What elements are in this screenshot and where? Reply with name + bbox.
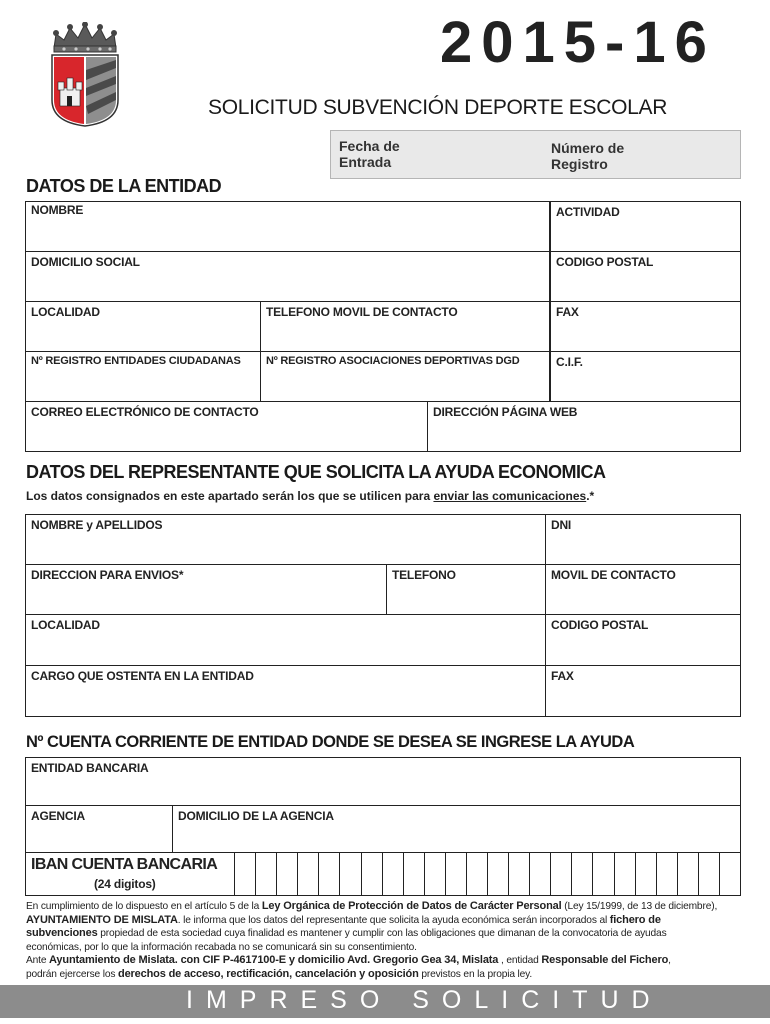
iban-digit-box[interactable]	[361, 853, 382, 895]
website-input[interactable]	[432, 427, 736, 447]
mailing-address-input[interactable]	[30, 590, 382, 610]
mobile-input[interactable]	[550, 590, 736, 610]
registered-address-field[interactable]	[26, 252, 551, 302]
sports-associations-registry-input[interactable]	[265, 377, 545, 397]
entity-form-grid	[25, 201, 741, 452]
cif-input[interactable]	[555, 377, 736, 397]
field-label: AGENCIA	[31, 809, 85, 823]
rep-locality-input[interactable]	[30, 641, 541, 661]
dni-input[interactable]	[550, 540, 736, 560]
iban-digit-box[interactable]	[403, 853, 424, 895]
iban-note: (24 digitos)	[94, 877, 156, 891]
bank-entity-field[interactable]	[26, 758, 740, 806]
municipal-crest-logo	[48, 22, 122, 128]
iban-digit-box[interactable]	[276, 853, 297, 895]
branch-field[interactable]	[26, 806, 173, 853]
iban-digit-box[interactable]	[339, 853, 360, 895]
iban-digit-box[interactable]	[297, 853, 318, 895]
iban-row	[26, 853, 740, 895]
iban-digit-box[interactable]	[719, 853, 740, 895]
field-label: Nº REGISTRO ENTIDADES CIUDADANAS	[31, 355, 241, 367]
iban-digit-box[interactable]	[592, 853, 613, 895]
citizen-entities-registry-input[interactable]	[30, 377, 256, 397]
citizen-entities-registry-field[interactable]	[26, 352, 261, 402]
iban-digit-box[interactable]	[550, 853, 571, 895]
crown-icon	[53, 22, 117, 52]
postal-code-field[interactable]	[551, 252, 740, 302]
rep-locality-field[interactable]	[26, 615, 546, 666]
postal-code-input[interactable]	[555, 277, 736, 297]
field-label: CODIGO POSTAL	[551, 618, 649, 632]
contact-email-input[interactable]	[30, 427, 423, 447]
entity-name-input[interactable]	[30, 227, 545, 247]
iban-digit-box[interactable]	[529, 853, 550, 895]
activity-input[interactable]	[555, 227, 736, 247]
iban-digit-box[interactable]	[487, 853, 508, 895]
document-title: SOLICITUD SUBVENCIÓN DEPORTE ESCOLAR	[208, 96, 668, 119]
field-label: FAX	[551, 669, 574, 683]
phone-input[interactable]	[391, 590, 541, 610]
mailing-address-field[interactable]	[26, 565, 387, 615]
rep-fax-field[interactable]	[546, 666, 740, 716]
field-label: CODIGO POSTAL	[556, 255, 654, 269]
iban-digit-box[interactable]	[656, 853, 677, 895]
locality-field[interactable]	[26, 302, 261, 352]
locality-input[interactable]	[30, 327, 256, 347]
bank-form-grid	[25, 757, 741, 896]
field-label: C.I.F.	[556, 355, 583, 369]
registered-address-input[interactable]	[30, 277, 545, 297]
activity-field[interactable]	[551, 202, 740, 252]
full-name-field[interactable]	[26, 515, 546, 565]
rep-postal-code-input[interactable]	[550, 641, 736, 661]
phone-field[interactable]	[387, 565, 546, 615]
data-protection-notice: En cumplimiento de lo dispuesto en el artículo 5 de la Ley Orgánica de Protección de Datos de Carácter Personal (Ley 15/1999, de 13 de diciembre), AYUNTAMIENTO DE MISLATA. le informa que los datos del representante que solicita la ayuda económica serán incorporados al fichero de subvenciones propiedad de esta sociedad cuya finalidad es mantener y cumplir con las obligaciones que dimanan de la convocatoria de ayudas económicas, por lo que la información recabada no se comunicará sin su consentimiento. Ante Ayuntamiento de Mislata. con CIF P-4617100-E y domicilio Avd. Gregorio Gea 34, Mislata , entidad Responsable del Fichero, podrán ejercerse los derechos de acceso, rectificación, cancelación y oposición previstos en la propia ley.	[26, 900, 718, 980]
shield-icon	[52, 55, 118, 126]
field-label: Nº REGISTRO ASOCIACIONES DEPORTIVAS DGD	[266, 355, 520, 367]
field-label: DNI	[551, 518, 572, 532]
cif-field[interactable]	[551, 352, 740, 402]
mobile-field[interactable]	[546, 565, 740, 615]
dni-field[interactable]	[546, 515, 740, 565]
bank-entity-input[interactable]	[30, 781, 736, 801]
iban-digit-box[interactable]	[255, 853, 276, 895]
field-label: NOMBRE y APELLIDOS	[31, 518, 163, 532]
year-heading: 2015-16	[440, 10, 716, 75]
field-label: FAX	[556, 305, 579, 319]
field-label: TELEFONO	[392, 568, 456, 582]
entity-name-field[interactable]	[26, 202, 551, 252]
iban-digit-box[interactable]	[318, 853, 339, 895]
entity-section-title: DATOS DE LA ENTIDAD	[26, 176, 222, 196]
iban-digit-box[interactable]	[445, 853, 466, 895]
registry-number-label: Número de Registro	[551, 140, 625, 172]
entry-date-label: Fecha de Entrada	[339, 138, 400, 170]
field-label: LOCALIDAD	[31, 618, 100, 632]
full-name-input[interactable]	[30, 540, 541, 560]
iban-digit-box[interactable]	[424, 853, 445, 895]
field-label: DIRECCION PARA ENVIOS*	[31, 568, 184, 582]
field-label: TELEFONO MOVIL DE CONTACTO	[266, 305, 458, 319]
iban-digit-box[interactable]	[635, 853, 656, 895]
rep-fax-input[interactable]	[550, 692, 736, 712]
field-label: MOVIL DE CONTACTO	[551, 568, 676, 582]
position-field[interactable]	[26, 666, 546, 716]
branch-address-input[interactable]	[177, 828, 736, 848]
branch-input[interactable]	[30, 828, 168, 848]
branch-address-field[interactable]	[173, 806, 740, 853]
rep-postal-code-field[interactable]	[546, 615, 740, 666]
iban-digit-box[interactable]	[508, 853, 529, 895]
field-label: DOMICILIO SOCIAL	[31, 255, 140, 269]
sports-associations-registry-field[interactable]	[261, 352, 551, 402]
iban-digit-box[interactable]	[677, 853, 698, 895]
iban-digit-box[interactable]	[571, 853, 592, 895]
fax-input[interactable]	[555, 327, 736, 347]
field-label: DOMICILIO DE LA AGENCIA	[178, 809, 334, 823]
field-label: ACTIVIDAD	[556, 205, 620, 219]
iban-digit-box[interactable]	[614, 853, 635, 895]
field-label: NOMBRE	[31, 203, 84, 217]
representative-section-title: DATOS DEL REPRESENTANTE QUE SOLICITA LA AYUDA ECONOMICA	[26, 462, 606, 482]
registry-box	[330, 130, 741, 179]
iban-digit-box[interactable]	[234, 853, 255, 895]
bank-section-title: Nº CUENTA CORRIENTE DE ENTIDAD DONDE SE DESEA SE INGRESE LA AYUDA	[26, 733, 635, 751]
mobile-phone-input[interactable]	[265, 327, 545, 347]
field-label: CORREO ELECTRÓNICO DE CONTACTO	[31, 405, 259, 419]
iban-digit-box[interactable]	[698, 853, 719, 895]
position-input[interactable]	[30, 692, 541, 712]
iban-digit-box[interactable]	[382, 853, 403, 895]
field-label: LOCALIDAD	[31, 305, 100, 319]
iban-label: IBAN CUENTA BANCARIA	[31, 856, 218, 873]
representative-form-grid	[25, 514, 741, 717]
field-label: CARGO QUE OSTENTA EN LA ENTIDAD	[31, 669, 254, 683]
fax-field[interactable]	[551, 302, 740, 352]
website-field[interactable]	[428, 402, 740, 451]
field-label: ENTIDAD BANCARIA	[31, 761, 149, 775]
mobile-phone-field[interactable]	[261, 302, 551, 352]
footer-title: IMPRESO SOLICITUD	[186, 986, 663, 1014]
representative-note: Los datos consignados en este apartado serán los que se utilicen para enviar las comunicaciones.*	[26, 489, 595, 503]
iban-digit-box[interactable]	[466, 853, 487, 895]
contact-email-field[interactable]	[26, 402, 428, 451]
field-label: DIRECCIÓN PÁGINA WEB	[433, 405, 578, 419]
